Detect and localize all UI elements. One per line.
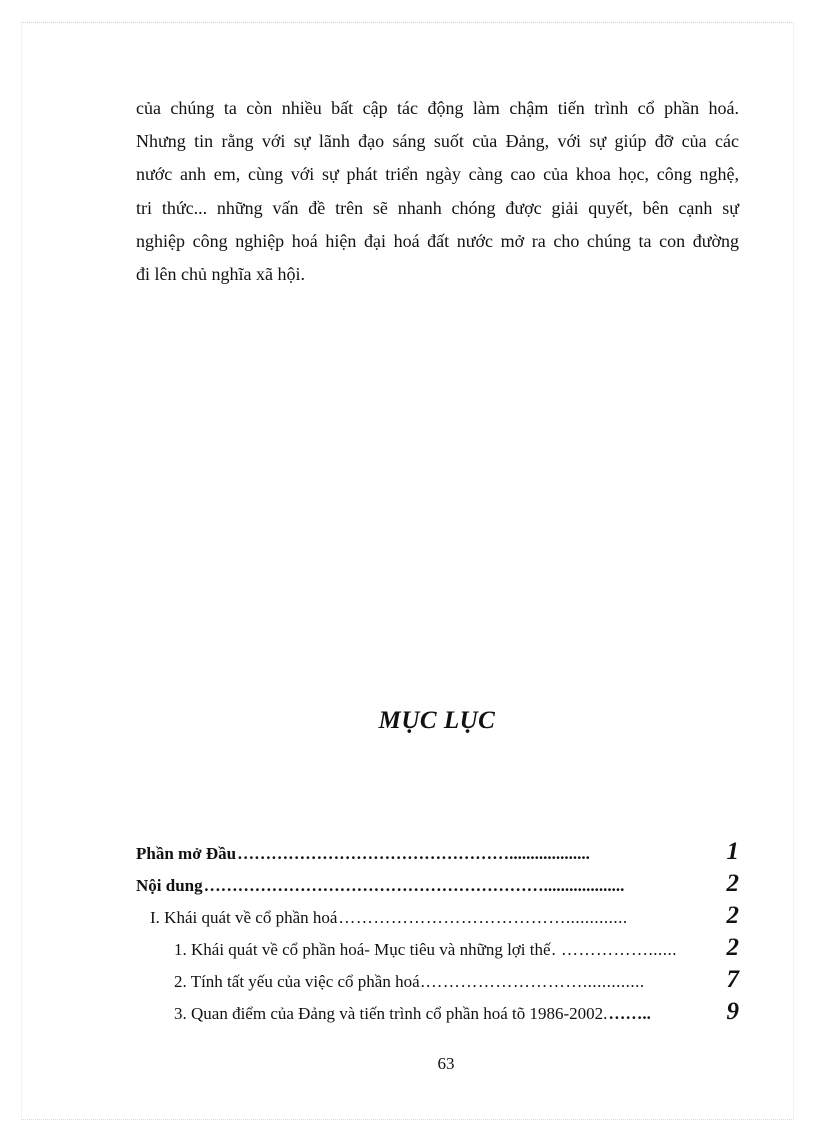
table-of-contents	[136, 838, 739, 1030]
toc-entry-title: 2. Tính tất yếu của việc cổ phần hoá	[174, 972, 420, 991]
toc-entry-page: 2	[726, 934, 739, 961]
toc-entry-subsection-2[interactable]	[136, 966, 739, 998]
toc-entry-page: 1	[726, 838, 739, 865]
toc-entry-intro[interactable]	[136, 838, 739, 870]
toc-entry-section-1[interactable]	[136, 902, 739, 934]
toc-entry-title: Nội dung	[136, 876, 203, 895]
toc-entry-leader: .……………………….............	[420, 972, 645, 991]
toc-entry-leader: . ……………......	[551, 940, 678, 959]
page-number: 63	[437, 1054, 455, 1073]
toc-entry-page: 9	[726, 998, 739, 1025]
toc-entry-page: 2	[726, 902, 739, 929]
toc-heading: MỤC LỤC	[378, 707, 496, 734]
toc-entry-title: 1. Khái quát về cổ phần hoá- Mục tiêu và những lợi thế	[174, 940, 551, 959]
toc-entry-leader: …………………………………………...................	[237, 844, 590, 863]
body-line: Nhưng tin rằng với sự lãnh đạo sáng suốt của Đảng, với sự giúp đỡ của các	[136, 131, 739, 152]
toc-entry-subsection-1[interactable]	[136, 934, 739, 966]
toc-entry-page: 7	[726, 966, 739, 993]
toc-entry-leader: ………………………………….............	[338, 908, 628, 927]
toc-entry-title: Phần mở Đầu	[136, 844, 237, 863]
toc-entry-leader: ……………………………………………………...................	[203, 876, 625, 895]
body-line: đi lên chủ nghĩa xã hội.	[136, 264, 305, 285]
body-line: nước anh em, cùng với sự phát triển ngày càng cao của khoa học, công nghệ,	[136, 164, 739, 185]
body-line: tri thức... những vấn đề trên sẽ nhanh chóng được giải quyết, bên cạnh sự	[136, 197, 739, 218]
page-border-bottom	[21, 1119, 794, 1120]
toc-entry-title: I. Khái quát về cổ phần hoá	[150, 908, 338, 927]
toc-entry-subsection-3[interactable]	[136, 998, 739, 1030]
toc-entry-title: 3. Quan điểm của Đảng và tiến trình cổ phần hoá tõ 1986-2002.	[174, 1004, 608, 1023]
body-paragraph	[136, 92, 739, 291]
toc-entry-page: 2	[726, 870, 739, 897]
body-line: nghiệp công nghiệp hoá hiện đại hoá đất nước mở ra cho chúng ta con đường	[136, 230, 739, 251]
toc-entry-content[interactable]	[136, 870, 739, 902]
toc-entry-leader: ……..	[608, 1004, 651, 1023]
body-line: của chúng ta còn nhiều bất cập tác động làm chậm tiến trình cổ phần hoá.	[136, 98, 739, 118]
